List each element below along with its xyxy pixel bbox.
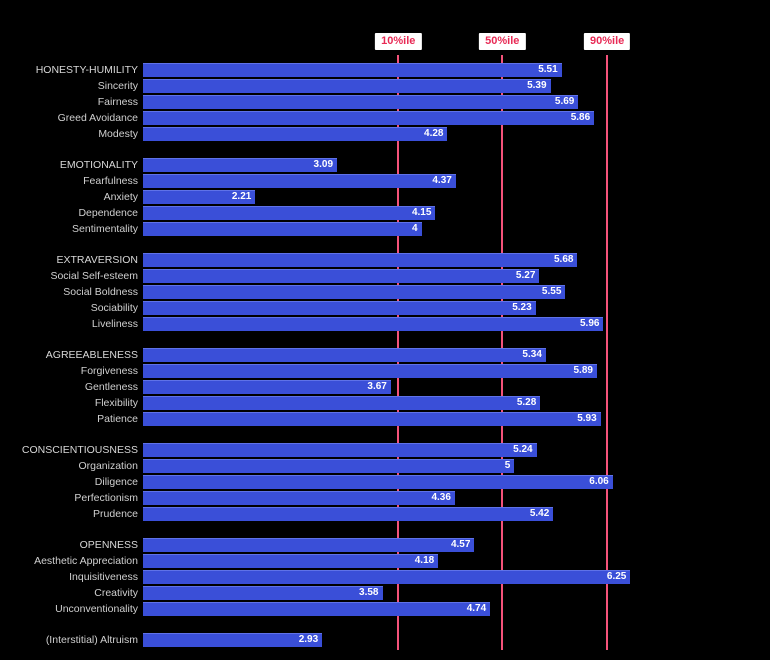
facet-label: Sincerity: [97, 80, 138, 92]
bar: [143, 174, 456, 188]
domain-label: EXTRAVERSION: [56, 254, 138, 266]
chart-row: [0, 553, 770, 569]
bar-value-label: 5.51: [538, 64, 558, 75]
chart-row: [0, 569, 770, 585]
bar: [143, 222, 422, 236]
bar-value-label: 5.39: [527, 80, 547, 91]
bar-track: [143, 380, 700, 394]
facet-label: (Interstitial) Altruism: [45, 634, 138, 646]
chart-row: [0, 601, 770, 617]
bar-value-label: 5.86: [570, 112, 591, 123]
chart-row: [0, 205, 770, 221]
facet-label: Organization: [78, 460, 138, 472]
bar: [143, 111, 594, 125]
group-spacer: [0, 427, 770, 442]
bar-value-label: 5.55: [541, 286, 562, 297]
bar: [143, 206, 435, 220]
facet-label: Sentimentality: [72, 223, 138, 235]
bar-track: [143, 475, 700, 489]
bar-value-label: 5.28: [516, 397, 537, 408]
bar-track: [143, 554, 700, 568]
bar: [143, 253, 577, 267]
bar-value-label: 4.74: [466, 603, 487, 614]
chart-row: [0, 490, 770, 506]
bar-value-label: 5.42: [529, 508, 550, 519]
chart-row: [0, 78, 770, 94]
bar-track: [143, 206, 700, 220]
domain-label: AGREEABLENESS: [45, 349, 138, 361]
chart-row: [0, 110, 770, 126]
bar: [143, 63, 562, 77]
bar-value-label: 4: [411, 223, 418, 234]
chart-row: [0, 506, 770, 522]
chart-row: [0, 94, 770, 110]
bar-track: [143, 348, 700, 362]
bar-value-label: 3.67: [367, 381, 387, 392]
percentile-badge-90ile: 90%ile: [584, 33, 630, 50]
chart-row: [0, 221, 770, 237]
facet-label: Creativity: [94, 587, 138, 599]
group-spacer: [0, 332, 770, 347]
bar-track: [143, 63, 700, 77]
bar-value-label: 5.96: [579, 318, 600, 329]
chart-row: [0, 126, 770, 142]
bar-value-label: 2.21: [231, 191, 252, 202]
chart-row: [0, 632, 770, 648]
bar: [143, 348, 546, 362]
chart-row: [0, 363, 770, 379]
bar-track: [143, 317, 700, 331]
chart-row: [0, 268, 770, 284]
facet-label: Gentleness: [84, 381, 138, 393]
bar-track: [143, 301, 700, 315]
facet-label: Flexibility: [94, 397, 138, 409]
bar-track: [143, 586, 700, 600]
bar-track: [143, 190, 700, 204]
bar-value-label: 5.27: [515, 270, 536, 281]
bar: [143, 459, 514, 473]
chart-row: [0, 585, 770, 601]
bar: [143, 158, 337, 172]
facet-label: Dependence: [78, 207, 138, 219]
chart-row: [0, 252, 770, 268]
group-spacer: [0, 142, 770, 157]
bar: [143, 127, 447, 141]
bar: [143, 396, 540, 410]
bar-value-label: 3.58: [359, 587, 379, 598]
bar-value-label: 6.06: [589, 476, 609, 487]
domain-label: CONSCIENTIOUSNESS: [21, 444, 138, 456]
bar: [143, 538, 474, 552]
bar-rows: [0, 62, 770, 648]
bar: [143, 317, 603, 331]
bar-track: [143, 222, 700, 236]
domain-label: EMOTIONALITY: [59, 159, 138, 171]
bar-track: [143, 364, 700, 378]
facet-label: Liveliness: [91, 318, 138, 330]
facet-label: Diligence: [94, 476, 138, 488]
bar-track: [143, 507, 700, 521]
facet-label: Modesty: [98, 128, 138, 140]
bar-track: [143, 443, 700, 457]
bar: [143, 475, 613, 489]
chart-row: [0, 474, 770, 490]
bar-value-label: 4.18: [414, 555, 435, 566]
chart-row: [0, 442, 770, 458]
bar: [143, 570, 630, 584]
bar-track: [143, 285, 700, 299]
group-spacer: [0, 522, 770, 537]
facet-label: Aesthetic Appreciation: [34, 555, 138, 567]
bar-track: [143, 269, 700, 283]
bar-track: [143, 396, 700, 410]
bar-track: [143, 459, 700, 473]
chart-row: [0, 157, 770, 173]
bar: [143, 602, 490, 616]
domain-label: HONESTY-HUMILITY: [35, 64, 138, 76]
chart-row: [0, 173, 770, 189]
facet-label: Social Self-esteem: [50, 270, 138, 282]
bar-value-label: 5.24: [513, 444, 533, 455]
facet-label: Social Boldness: [63, 286, 138, 298]
bar-value-label: 4.36: [431, 492, 451, 503]
percentile-badge-10ile: 10%ile: [375, 33, 421, 50]
bar-value-label: 5: [504, 460, 511, 471]
facet-label: Greed Avoidance: [57, 112, 138, 124]
facet-label: Perfectionism: [74, 492, 138, 504]
bar: [143, 554, 438, 568]
bar: [143, 443, 537, 457]
bar: [143, 380, 391, 394]
bar-value-label: 6.25: [606, 571, 627, 582]
bar-value-label: 5.69: [554, 96, 575, 107]
bar-value-label: 3.09: [313, 159, 334, 170]
chart-row: [0, 189, 770, 205]
chart-row: [0, 316, 770, 332]
bar: [143, 285, 565, 299]
facet-label: Anxiety: [103, 191, 138, 203]
group-spacer: [0, 617, 770, 632]
chart-row: [0, 62, 770, 78]
bar: [143, 507, 553, 521]
bar-value-label: 4.57: [450, 539, 471, 550]
bar-value-label: 4.28: [424, 128, 444, 139]
bar: [143, 586, 383, 600]
bar-track: [143, 95, 700, 109]
bar-value-label: 5.89: [573, 365, 593, 376]
bar-track: [143, 158, 700, 172]
bar-track: [143, 253, 700, 267]
bar: [143, 364, 597, 378]
chart-row: [0, 395, 770, 411]
bar: [143, 79, 551, 93]
bar-track: [143, 174, 700, 188]
bar-value-label: 2.93: [298, 634, 319, 645]
bar-value-label: 4.37: [432, 175, 452, 186]
domain-label: OPENNESS: [79, 539, 138, 551]
bar: [143, 633, 322, 647]
bar: [143, 95, 578, 109]
bar: [143, 491, 455, 505]
group-spacer: [0, 237, 770, 252]
chart-row: [0, 379, 770, 395]
facet-label: Fearfulness: [83, 175, 138, 187]
bar-track: [143, 491, 700, 505]
bar-track: [143, 111, 700, 125]
facet-label: Inquisitiveness: [69, 571, 138, 583]
percentile-badge-50ile: 50%ile: [479, 33, 525, 50]
chart-row: [0, 347, 770, 363]
bar-track: [143, 570, 700, 584]
chart-row: [0, 458, 770, 474]
facet-label: Patience: [97, 413, 138, 425]
chart-row: [0, 284, 770, 300]
chart-row: [0, 411, 770, 427]
bar: [143, 301, 536, 315]
facet-label: Sociability: [90, 302, 138, 314]
bar-track: [143, 79, 700, 93]
bar-track: [143, 538, 700, 552]
bar-track: [143, 412, 700, 426]
bar-value-label: 5.68: [553, 254, 574, 265]
facet-label: Unconventionality: [55, 603, 138, 615]
bar: [143, 269, 539, 283]
facet-label: Forgiveness: [80, 365, 138, 377]
facet-label: Fairness: [97, 96, 138, 108]
facet-label: Prudence: [93, 508, 138, 520]
bar-value-label: 5.34: [522, 349, 542, 360]
bar-track: [143, 127, 700, 141]
bar-value-label: 4.15: [411, 207, 432, 218]
bar-value-label: 5.23: [512, 302, 532, 313]
chart-row: [0, 300, 770, 316]
chart-row: [0, 537, 770, 553]
bar-value-label: 5.93: [577, 413, 597, 424]
bar-track: [143, 633, 700, 647]
bar-track: [143, 602, 700, 616]
bar: [143, 412, 601, 426]
